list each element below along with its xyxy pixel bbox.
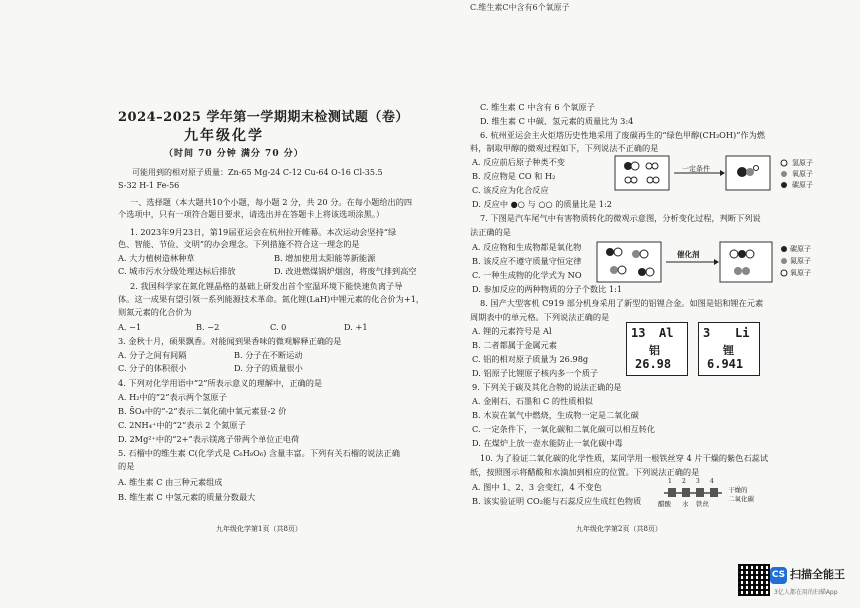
strip-right-label: 二氧化碳 — [728, 495, 754, 503]
question-10: 纸，按照图示将醋酸和水滴加到相应的位置。下列说法正确的是 — [470, 467, 700, 477]
question-6: 6. 杭州亚运会主火炬塔历史性地采用了废碳再生的“绿色甲醇(CH₃OH)”作为燃 — [480, 130, 765, 140]
atomic-number: 13 — [631, 326, 646, 340]
option: D. +1 — [344, 322, 368, 332]
strip-bottom-label: 铁丝 — [696, 500, 709, 508]
option: C. 城市污水分级处理达标后排放 — [118, 266, 236, 276]
option: C. 分子的体积很小 — [118, 363, 187, 373]
option: B. 维生素 C 中氢元素的质量分数最大 — [118, 492, 256, 502]
question-1: 1. 2023年9月23日，第19届亚运会在杭州拉开帷幕。本次运动会坚持“绿 — [130, 227, 397, 237]
element-name: 锂 — [723, 344, 734, 357]
option: B. S̄O₄中的“-2”表示二氧化硫中氧元素显-2 价 — [118, 406, 287, 416]
page-footer: 九年级化学第1页（共8页） — [216, 525, 302, 533]
q7-arrow-label: 催化剂 — [677, 250, 700, 259]
question-9: 9. 下列关于碳及其化合物的说法正确的是 — [472, 382, 622, 392]
atomic-mass: 6.941 — [707, 357, 744, 371]
element-cell-li — [698, 322, 760, 376]
exam-title: 2024–2025 学年第一学期期末检测试题（卷） — [118, 110, 409, 125]
question-5: 5. 石榴中的维生素 C(化学式是 C₆H₈O₆) 含量丰富。下列有关石榴的说法正确 — [118, 448, 400, 458]
question-1: 色、智能、节俭、文明”的办会理念。下列措施不符合这一理念的是 — [118, 239, 360, 249]
option: B. 该实验证明 CO₂能与石蕊反应生成红色物质 — [472, 496, 642, 506]
q6-legend: 碳原子 — [792, 181, 813, 189]
question-2: 则氮元素的化合价为 — [118, 307, 192, 317]
element-symbol: Al — [659, 326, 674, 340]
strip-bottom-label: 水 — [682, 500, 689, 508]
option: D. 反应中 ●○ 与 ○○ 的质量比是 1:2 — [472, 199, 612, 209]
exam-subject: 九年级化学 — [184, 128, 264, 144]
q7-legend: 氮原子 — [790, 257, 811, 265]
option: B. 二者都属于金属元素 — [472, 340, 557, 350]
option: B. −2 — [196, 322, 220, 332]
question-2: 2. 我国科学家在氮化锂晶格的基础上研发出首个室温环境下能快速负离子导 — [130, 281, 403, 291]
question-8: 8. 国产大型客机 C919 部分机身采用了新型的铝锂合金。如图是铝和锂在元素 — [480, 298, 764, 308]
strip-label: 3 — [696, 478, 700, 485]
option: A. 分子之间有间隔 — [118, 350, 187, 360]
option: D. 改进燃煤锅炉烟囱，将废气排到高空 — [274, 266, 417, 276]
atomic-mass: 26.98 — [635, 357, 672, 371]
question-7: 法正确的是 — [470, 227, 511, 237]
atomic-number: 3 — [703, 326, 711, 340]
option: A. 大力植树造林种草 — [118, 253, 195, 263]
option: C. 维生素 C 中含有 6 个氧原子 — [480, 102, 595, 112]
option: B. 木炭在氧气中燃烧，生成物一定是二氧化碳 — [472, 410, 639, 420]
option: B. 该反应不遵守质量守恒定律 — [472, 256, 582, 266]
option: A. 维生素 C 由三种元素组成 — [118, 477, 223, 487]
strip-label: 2 — [682, 478, 686, 485]
option: D. 维生素 C 中碳、氢元素的质量比为 3:4 — [480, 116, 634, 126]
option: C. 0 — [270, 322, 287, 332]
question-4: 4. 下列对化学用语中“2”所表示意义的理解中，正确的是 — [118, 378, 323, 388]
atomic-masses: S-32 H-1 Fe-56 — [118, 181, 180, 190]
section-heading: 个选项中，只有一项符合题目要求，请选出并在答题卡上将该选项涂黑。） — [118, 209, 385, 219]
q7-legend: 氧原子 — [790, 269, 811, 277]
page-footer: 九年级化学第2页（共8页） — [576, 525, 662, 533]
question-8: 周期表中的单元格。下列说法正确的是 — [470, 312, 610, 322]
q6-legend: 氢原子 — [792, 159, 813, 167]
question-7: 7. 下图是汽车尾气中有害物质转化的微观示意图，分析变化过程，判断下列说 — [480, 213, 761, 223]
option: C. 2NH₄⁺中的“2”表示 2 个氮原子 — [118, 420, 246, 430]
option: D. 在煤炉上放一壶水能防止一氧化碳中毒 — [472, 438, 623, 448]
element-name: 铝 — [649, 344, 660, 357]
question-6: 料，制取甲醇的微观过程如下，下列说法不正确的是 — [470, 143, 659, 153]
watermark-tagline: 3亿人都在用的扫描App — [774, 589, 838, 596]
option: A. 锂的元素符号是 Al — [472, 326, 552, 336]
option: A. 金刚石、石墨和 C 的性质相似 — [472, 396, 593, 406]
exam-meta: （时间 70 分钟 满分 70 分） — [164, 149, 304, 159]
section-heading: 一、选择题（本大题共10个小题，每小题 2 分，共 20 分。在每小题给出的四 — [130, 197, 413, 207]
option: B. 增加使用太阳能等新能源 — [274, 253, 376, 263]
option: D. 参加反应的两种物质的分子个数比 1:1 — [472, 284, 623, 294]
question-3: 3. 金秋十月，硕果飘香。对能闻到果香味的微观解释正确的是 — [118, 336, 342, 346]
option: B. 反应物是 CO 和 H₂ — [472, 171, 556, 181]
option: D. 分子的质量很小 — [234, 363, 303, 373]
option: A. 反应物和生成物都是氧化物 — [472, 242, 582, 252]
watermark-brand: 扫描全能王 — [790, 568, 845, 581]
strip-label: 4 — [710, 478, 714, 485]
strip-label: 1 — [668, 478, 672, 485]
option: C. 一定条件下，一氧化碳和二氧化碳可以相互转化 — [472, 424, 656, 434]
question-2: 体。这一成果有望引领一系列能源技术革命。氮化锂(LaH)中锂元素的化合价为+1， — [118, 294, 425, 304]
strip-bottom-label: 醋酸 — [658, 500, 671, 508]
camscanner-logo-icon: CS — [770, 567, 787, 584]
option: D. 2Mg²⁺中的“2+”表示镁离子带两个单位正电荷 — [118, 434, 300, 444]
question-10: 10. 为了验证二氧化碳的化学性质，某同学用一根铁丝穿 4 片干燥的紫色石蕊试 — [480, 453, 769, 463]
strip-right-label: 干燥的 — [728, 486, 748, 494]
option: A. H₂中的“2”表示两个氢原子 — [118, 392, 227, 402]
q6-legend: 氧原子 — [792, 170, 813, 178]
option: A. −1 — [118, 322, 142, 332]
q7-legend: 碳原子 — [790, 245, 811, 253]
q6-arrow-label: 一定条件 — [682, 165, 710, 173]
option: A. 图中 1、2、3 会变红，4 不变色 — [472, 482, 602, 492]
qr-code-icon — [738, 564, 770, 596]
option: C. 一种生成物的化学式为 NO — [472, 270, 582, 280]
question-5: 的是 — [118, 461, 135, 471]
option: A. 反应前后原子种类不变 — [472, 157, 565, 167]
top-cut-text: C.维生素C中含有6个氧原子 — [470, 3, 570, 12]
atomic-masses: 可能用到的相对原子质量：Zn-65 Mg-24 C-12 Cu-64 O-16 Cl-35.5 — [132, 168, 383, 177]
option: C. 铝的相对原子质量为 26.98g — [472, 354, 589, 364]
option: B. 分子在不断运动 — [234, 350, 303, 360]
element-symbol: Li — [735, 326, 750, 340]
option: C. 该反应为化合反应 — [472, 185, 549, 195]
option: D. 铝原子比锂原子核内多一个质子 — [472, 368, 599, 378]
element-cell-al — [626, 322, 688, 376]
